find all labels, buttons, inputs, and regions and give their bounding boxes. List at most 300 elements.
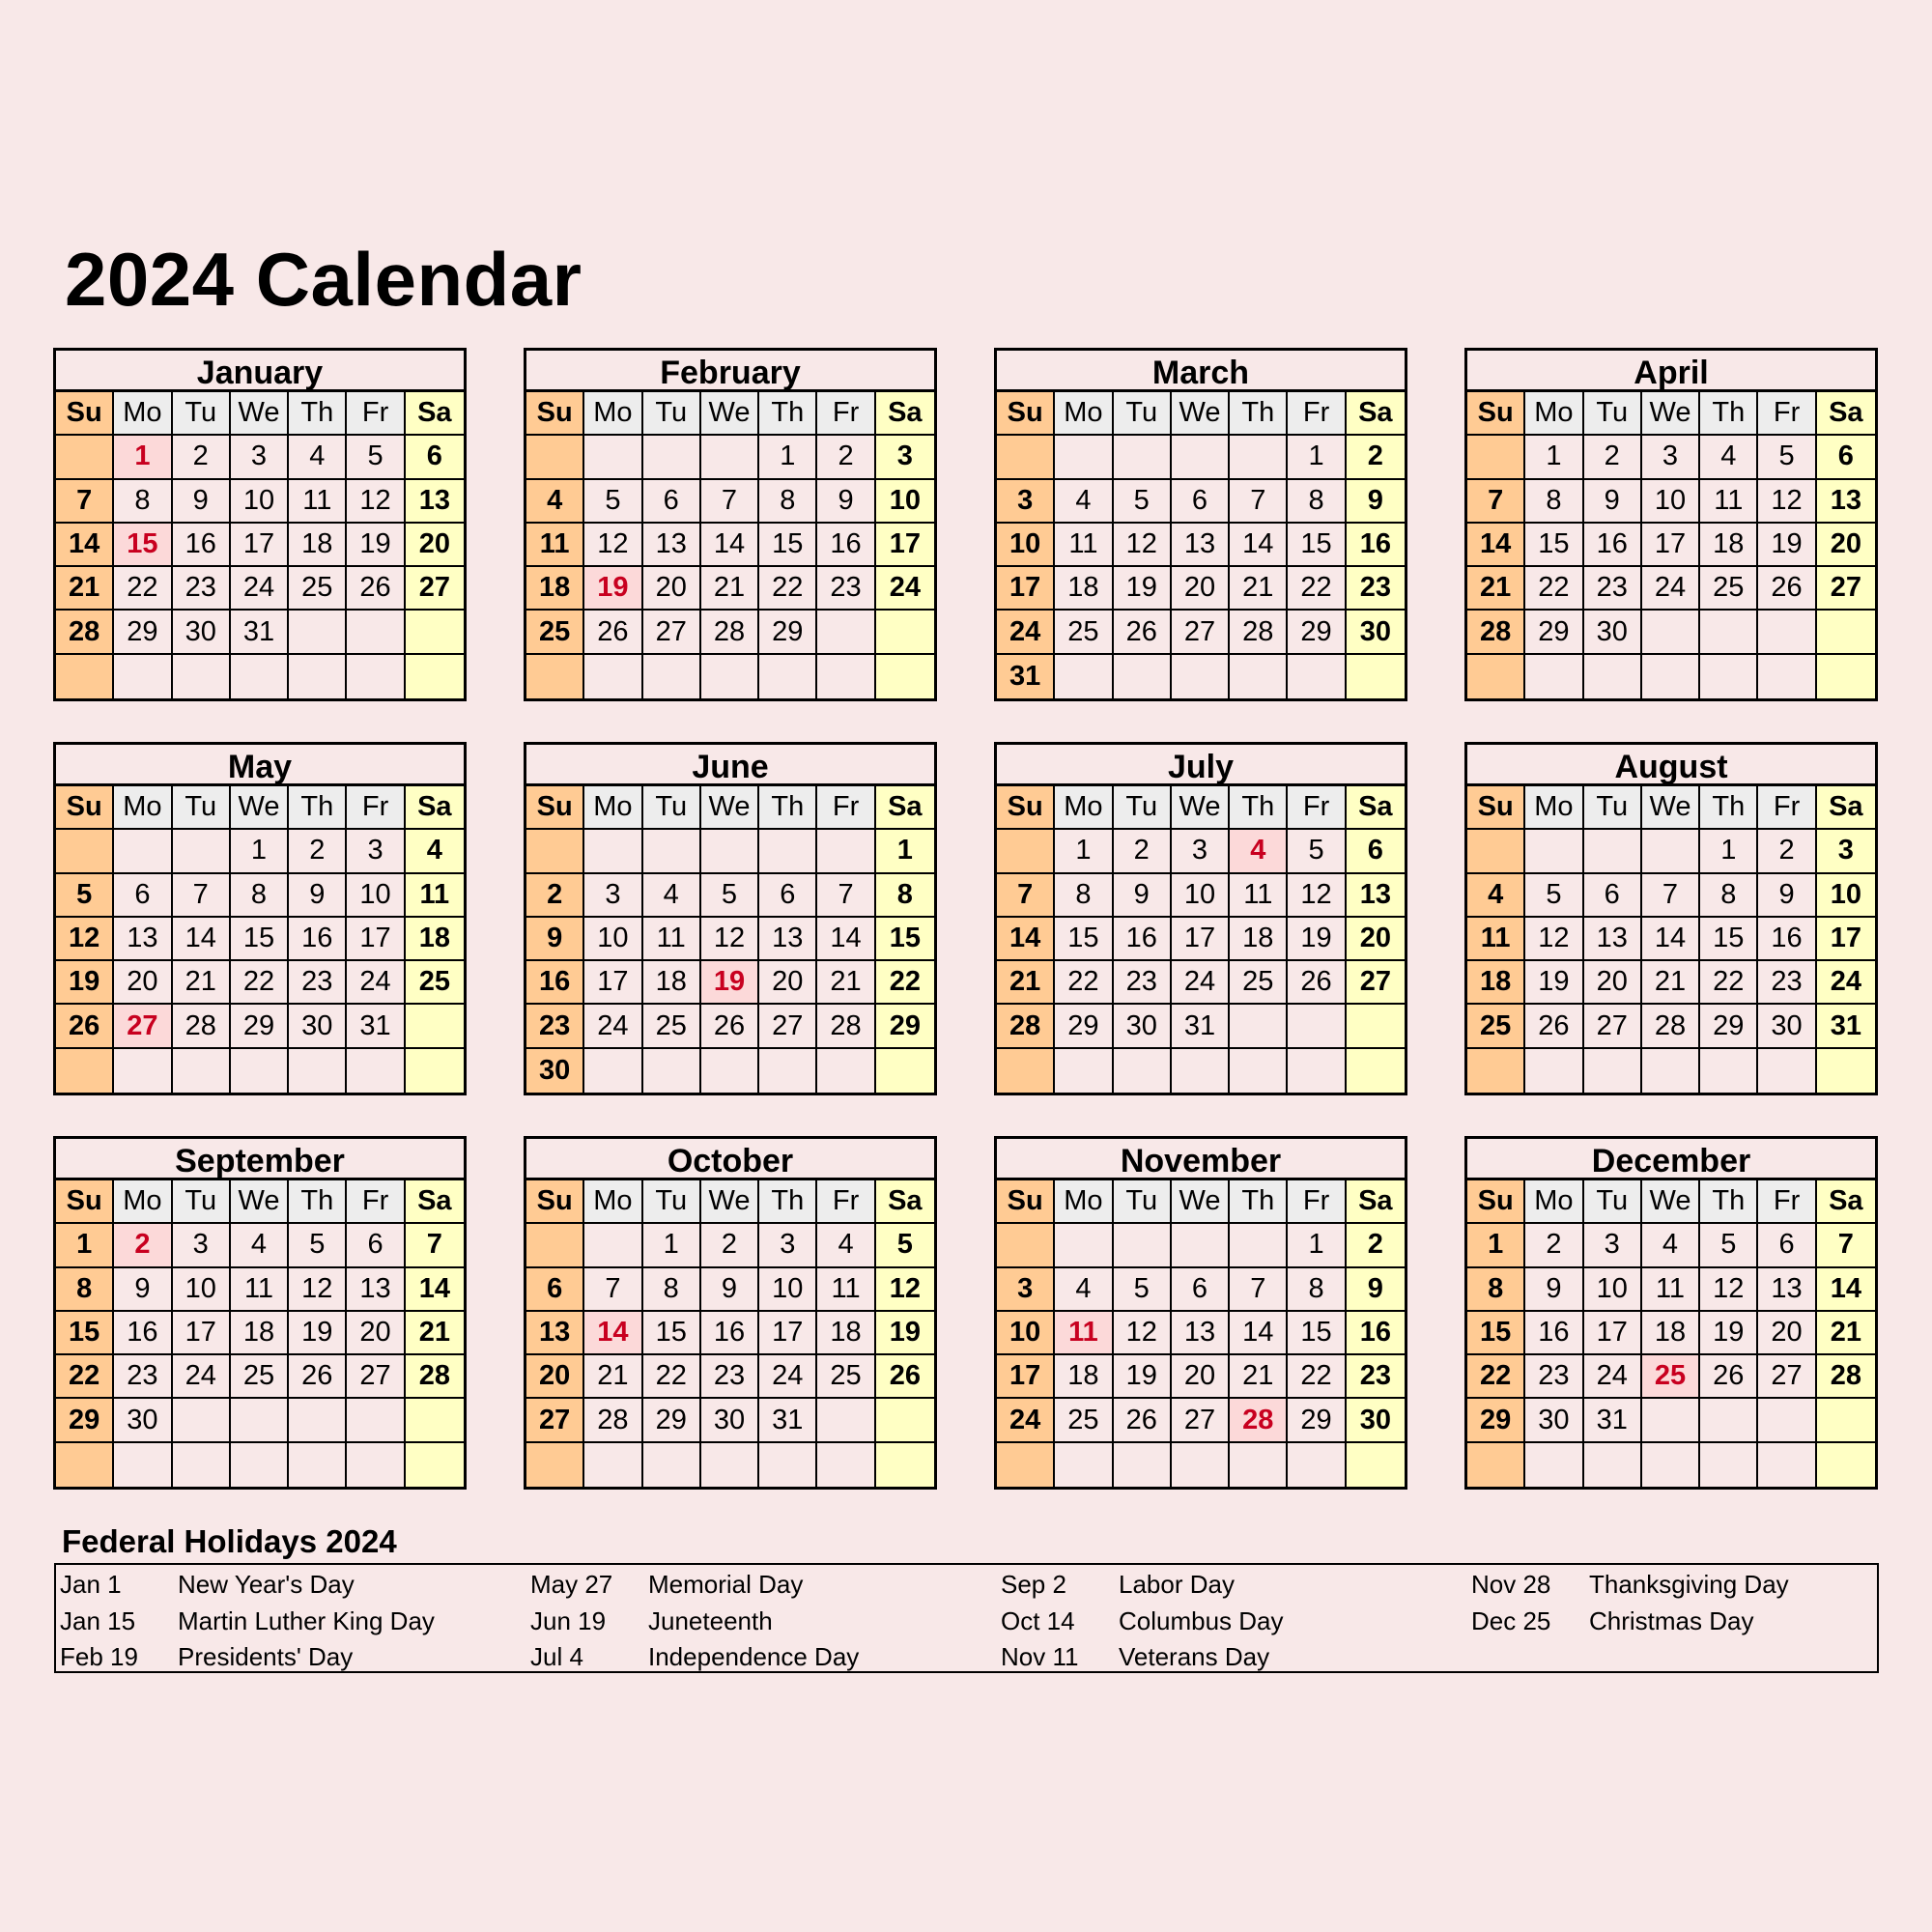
day-cell: 27 [1172,1399,1230,1442]
weekday-header: Fr [347,1180,405,1224]
day-cell: 18 [1230,918,1288,961]
day-cell: 31 [231,611,289,654]
day-cell: 5 [1758,436,1816,479]
day-cell: 8 [1525,480,1583,524]
empty-day-cell [1817,1049,1875,1093]
empty-day-cell [1172,1443,1230,1487]
empty-day-cell [1758,611,1816,654]
day-cell: 22 [1288,567,1346,611]
day-cell: 11 [231,1268,289,1312]
day-cell: 5 [876,1224,934,1267]
empty-day-cell [1758,1399,1816,1442]
weekday-header: Mo [584,1180,642,1224]
empty-day-cell [817,1049,875,1093]
month-name: March [997,351,1405,392]
day-cell: 28 [584,1399,642,1442]
weekday-header: Th [289,392,347,436]
day-cell: 5 [701,874,759,918]
day-cell: 4 [289,436,347,479]
day-cell: 30 [1347,1399,1405,1442]
holiday-day-cell: 14 [584,1312,642,1355]
day-cell: 6 [114,874,172,918]
empty-day-cell [584,436,642,479]
day-cell: 23 [701,1355,759,1399]
day-cell: 6 [347,1224,405,1267]
holiday-name: Labor Day [1119,1570,1235,1599]
day-cell: 21 [1642,961,1700,1005]
month-march [994,348,1407,701]
month-august [1464,742,1878,1095]
day-cell: 24 [584,1005,642,1048]
day-cell: 21 [1230,1355,1288,1399]
day-cell: 27 [526,1399,584,1442]
day-cell: 7 [997,874,1055,918]
weekday-header: Th [759,786,817,830]
day-cell: 21 [701,567,759,611]
empty-day-cell [817,830,875,873]
weekday-header: We [701,1180,759,1224]
day-cell: 5 [1288,830,1346,873]
empty-day-cell [289,611,347,654]
day-cell: 29 [1467,1399,1525,1442]
weekday-header: Th [1700,786,1758,830]
empty-day-cell [114,830,172,873]
day-cell: 27 [1172,611,1230,654]
holiday-day-cell: 1 [114,436,172,479]
empty-day-cell [526,1224,584,1267]
day-cell: 14 [1817,1268,1875,1312]
weekday-header: Mo [1525,1180,1583,1224]
day-cell: 7 [817,874,875,918]
day-cell: 12 [876,1268,934,1312]
day-cell: 7 [1642,874,1700,918]
day-cell: 26 [289,1355,347,1399]
day-cell: 25 [817,1355,875,1399]
empty-day-cell [759,1049,817,1093]
day-cell: 20 [1758,1312,1816,1355]
day-cell: 7 [1817,1224,1875,1267]
holiday-name: Veterans Day [1119,1642,1270,1671]
day-cell: 4 [1055,480,1113,524]
day-cell: 21 [1817,1312,1875,1355]
day-cell: 9 [1347,480,1405,524]
day-cell: 31 [1817,1005,1875,1048]
holiday-day-cell: 25 [1642,1355,1700,1399]
month-name: January [56,351,464,392]
day-cell: 11 [1055,524,1113,567]
empty-day-cell [1055,1443,1113,1487]
day-cell: 17 [584,961,642,1005]
weekday-header: Tu [643,1180,701,1224]
empty-day-cell [289,1443,347,1487]
holiday-day-cell: 19 [701,961,759,1005]
day-cell: 14 [701,524,759,567]
day-cell: 28 [1642,1005,1700,1048]
weekday-header: Tu [173,786,231,830]
day-cell: 30 [526,1049,584,1093]
empty-day-cell [1700,1399,1758,1442]
empty-day-cell [701,436,759,479]
day-cell: 15 [1288,1312,1346,1355]
day-cell: 20 [114,961,172,1005]
holiday-name: Presidents' Day [178,1642,354,1671]
day-cell: 10 [347,874,405,918]
day-cell: 4 [231,1224,289,1267]
day-cell: 27 [1817,567,1875,611]
empty-day-cell [997,830,1055,873]
day-cell: 29 [759,611,817,654]
day-cell: 3 [1817,830,1875,873]
day-cell: 31 [759,1399,817,1442]
day-cell: 7 [56,480,114,524]
empty-day-cell [584,1443,642,1487]
day-cell: 21 [1230,567,1288,611]
day-cell: 13 [1758,1268,1816,1312]
weekday-header: Th [1700,392,1758,436]
empty-day-cell [347,1443,405,1487]
empty-day-cell [1584,655,1642,698]
day-cell: 10 [997,1312,1055,1355]
day-cell: 16 [173,524,231,567]
weekday-header: Su [1467,1180,1525,1224]
empty-day-cell [1172,1224,1230,1267]
empty-day-cell [759,1443,817,1487]
holidays-table [54,1563,1879,1673]
day-cell: 8 [759,480,817,524]
day-cell: 11 [1230,874,1288,918]
holiday-day-cell: 2 [114,1224,172,1267]
day-cell: 20 [1172,567,1230,611]
day-cell: 9 [114,1268,172,1312]
weekday-header: We [701,392,759,436]
day-cell: 11 [1700,480,1758,524]
weekday-header: Th [1700,1180,1758,1224]
weekday-header: Su [526,786,584,830]
day-cell: 29 [1055,1005,1113,1048]
day-cell: 16 [1584,524,1642,567]
day-cell: 12 [1114,1312,1172,1355]
empty-day-cell [1055,655,1113,698]
day-cell: 7 [584,1268,642,1312]
day-cell: 1 [1288,1224,1346,1267]
day-cell: 16 [817,524,875,567]
day-cell: 18 [231,1312,289,1355]
weekday-header: Mo [1525,392,1583,436]
month-name: February [526,351,934,392]
holiday-date: Nov 28 [1471,1570,1551,1599]
empty-day-cell [1114,1049,1172,1093]
day-cell: 19 [1758,524,1816,567]
holiday-date: Sep 2 [1001,1570,1066,1599]
empty-day-cell [173,1049,231,1093]
day-cell: 19 [1114,1355,1172,1399]
day-cell: 11 [1467,918,1525,961]
day-cell: 24 [173,1355,231,1399]
day-cell: 13 [1347,874,1405,918]
day-cell: 15 [1467,1312,1525,1355]
holiday-name: New Year's Day [178,1570,355,1599]
day-cell: 3 [1172,830,1230,873]
empty-day-cell [759,830,817,873]
day-cell: 1 [231,830,289,873]
weekday-header: Su [56,392,114,436]
holiday-date: Jun 19 [530,1605,607,1635]
empty-day-cell [1817,611,1875,654]
weekday-header: Mo [114,392,172,436]
day-cell: 27 [1347,961,1405,1005]
empty-day-cell [1642,611,1700,654]
day-cell: 18 [1700,524,1758,567]
day-cell: 16 [526,961,584,1005]
day-cell: 2 [701,1224,759,1267]
day-cell: 15 [759,524,817,567]
empty-day-cell [1642,1399,1700,1442]
day-cell: 2 [526,874,584,918]
day-cell: 29 [1288,1399,1346,1442]
empty-day-cell [347,655,405,698]
weekday-header: Fr [817,786,875,830]
day-cell: 7 [173,874,231,918]
empty-day-cell [347,1049,405,1093]
day-cell: 2 [1347,1224,1405,1267]
day-cell: 12 [1288,874,1346,918]
day-cell: 10 [173,1268,231,1312]
weekday-header: Mo [114,786,172,830]
empty-day-cell [876,611,934,654]
day-cell: 13 [347,1268,405,1312]
holiday-day-cell: 11 [1055,1312,1113,1355]
empty-day-cell [114,1049,172,1093]
empty-day-cell [1700,1443,1758,1487]
day-cell: 1 [1288,436,1346,479]
weekday-header: Fr [817,1180,875,1224]
day-cell: 23 [1525,1355,1583,1399]
weekday-header: Fr [1758,1180,1816,1224]
empty-day-cell [1525,1443,1583,1487]
holiday-day-cell: 4 [1230,830,1288,873]
day-cell: 12 [701,918,759,961]
weekday-header: Th [1230,1180,1288,1224]
holiday-name: Christmas Day [1589,1605,1754,1635]
empty-day-cell [1230,655,1288,698]
empty-day-cell [997,1049,1055,1093]
holiday-date: Nov 11 [1001,1642,1079,1671]
weekday-header: Sa [1817,392,1875,436]
holidays-title: Federal Holidays 2024 [62,1523,397,1559]
day-cell: 6 [759,874,817,918]
day-cell: 11 [526,524,584,567]
day-cell: 24 [1817,961,1875,1005]
day-cell: 1 [1467,1224,1525,1267]
weekday-header: Th [289,1180,347,1224]
day-cell: 2 [1347,436,1405,479]
weekday-header: We [231,786,289,830]
empty-day-cell [289,655,347,698]
day-cell: 1 [759,436,817,479]
empty-day-cell [997,436,1055,479]
day-cell: 25 [406,961,464,1005]
empty-day-cell [997,1443,1055,1487]
day-cell: 15 [56,1312,114,1355]
weekday-header: Su [1467,786,1525,830]
day-cell: 12 [1114,524,1172,567]
empty-day-cell [526,436,584,479]
holiday-date: Jan 15 [60,1605,136,1635]
weekday-header: Tu [1114,1180,1172,1224]
day-cell: 12 [289,1268,347,1312]
day-cell: 16 [1758,918,1816,961]
day-cell: 7 [701,480,759,524]
day-cell: 7 [1230,480,1288,524]
day-cell: 15 [1525,524,1583,567]
empty-day-cell [56,830,114,873]
empty-day-cell [643,655,701,698]
day-cell: 27 [406,567,464,611]
day-cell: 2 [1584,436,1642,479]
empty-day-cell [1114,1443,1172,1487]
day-cell: 2 [817,436,875,479]
day-cell: 10 [876,480,934,524]
empty-day-cell [817,1399,875,1442]
weekday-header: Sa [876,392,934,436]
day-cell: 14 [817,918,875,961]
day-cell: 16 [1114,918,1172,961]
weekday-header: Sa [1817,786,1875,830]
day-cell: 15 [1288,524,1346,567]
day-cell: 23 [1347,567,1405,611]
empty-day-cell [1230,436,1288,479]
empty-day-cell [1230,1005,1288,1048]
day-cell: 14 [1230,1312,1288,1355]
day-cell: 8 [1700,874,1758,918]
day-cell: 28 [1230,611,1288,654]
day-cell: 17 [997,1355,1055,1399]
day-cell: 12 [1700,1268,1758,1312]
weekday-header: Mo [584,786,642,830]
empty-day-cell [1525,655,1583,698]
day-cell: 20 [1817,524,1875,567]
day-cell: 28 [1467,611,1525,654]
day-cell: 1 [643,1224,701,1267]
day-cell: 22 [1288,1355,1346,1399]
day-cell: 25 [1055,611,1113,654]
day-cell: 3 [1642,436,1700,479]
day-cell: 31 [1172,1005,1230,1048]
weekday-header: Mo [584,392,642,436]
weekday-header: We [1172,392,1230,436]
day-cell: 9 [1758,874,1816,918]
empty-day-cell [1114,655,1172,698]
day-cell: 15 [1055,918,1113,961]
day-cell: 18 [1642,1312,1700,1355]
empty-day-cell [1700,611,1758,654]
day-cell: 5 [1525,874,1583,918]
day-cell: 15 [643,1312,701,1355]
day-cell: 7 [406,1224,464,1267]
weekday-header: Tu [1584,392,1642,436]
day-cell: 19 [876,1312,934,1355]
day-cell: 8 [114,480,172,524]
empty-day-cell [1055,436,1113,479]
day-cell: 12 [584,524,642,567]
day-cell: 2 [289,830,347,873]
empty-day-cell [584,830,642,873]
empty-day-cell [1172,655,1230,698]
weekday-header: Sa [406,392,464,436]
day-cell: 22 [114,567,172,611]
day-cell: 29 [114,611,172,654]
empty-day-cell [526,1443,584,1487]
day-cell: 19 [289,1312,347,1355]
weekday-header: Su [56,786,114,830]
empty-day-cell [1467,830,1525,873]
day-cell: 30 [173,611,231,654]
day-cell: 9 [817,480,875,524]
day-cell: 9 [1347,1268,1405,1312]
weekday-header: We [1172,1180,1230,1224]
empty-day-cell [173,830,231,873]
empty-day-cell [231,1443,289,1487]
weekday-header: Fr [1288,392,1346,436]
day-cell: 31 [347,1005,405,1048]
day-cell: 24 [347,961,405,1005]
day-cell: 17 [347,918,405,961]
empty-day-cell [231,655,289,698]
weekday-header: Mo [1055,786,1113,830]
empty-day-cell [406,1443,464,1487]
holiday-day-cell: 28 [1230,1399,1288,1442]
weekday-header: We [701,786,759,830]
day-cell: 22 [1055,961,1113,1005]
day-cell: 22 [1700,961,1758,1005]
day-cell: 17 [231,524,289,567]
month-name: April [1467,351,1875,392]
day-cell: 11 [406,874,464,918]
day-cell: 14 [1230,524,1288,567]
day-cell: 27 [1758,1355,1816,1399]
day-cell: 1 [1055,830,1113,873]
empty-day-cell [876,1443,934,1487]
day-cell: 30 [701,1399,759,1442]
weekday-header: Tu [1584,1180,1642,1224]
empty-day-cell [1288,1049,1346,1093]
day-cell: 30 [1584,611,1642,654]
day-cell: 5 [347,436,405,479]
empty-day-cell [231,1399,289,1442]
weekday-header: Th [1230,392,1288,436]
weekday-header: Tu [1114,392,1172,436]
empty-day-cell [289,1399,347,1442]
day-cell: 10 [231,480,289,524]
day-cell: 21 [997,961,1055,1005]
day-cell: 8 [1055,874,1113,918]
empty-day-cell [1700,1049,1758,1093]
day-cell: 21 [406,1312,464,1355]
month-name: July [997,745,1405,786]
day-cell: 10 [1817,874,1875,918]
empty-day-cell [1758,1049,1816,1093]
empty-day-cell [1525,830,1583,873]
day-cell: 3 [876,436,934,479]
day-cell: 30 [1525,1399,1583,1442]
day-cell: 24 [997,611,1055,654]
day-cell: 12 [347,480,405,524]
weekday-header: We [1642,1180,1700,1224]
day-cell: 13 [1172,524,1230,567]
month-november [994,1136,1407,1490]
day-cell: 10 [759,1268,817,1312]
day-cell: 17 [1584,1312,1642,1355]
